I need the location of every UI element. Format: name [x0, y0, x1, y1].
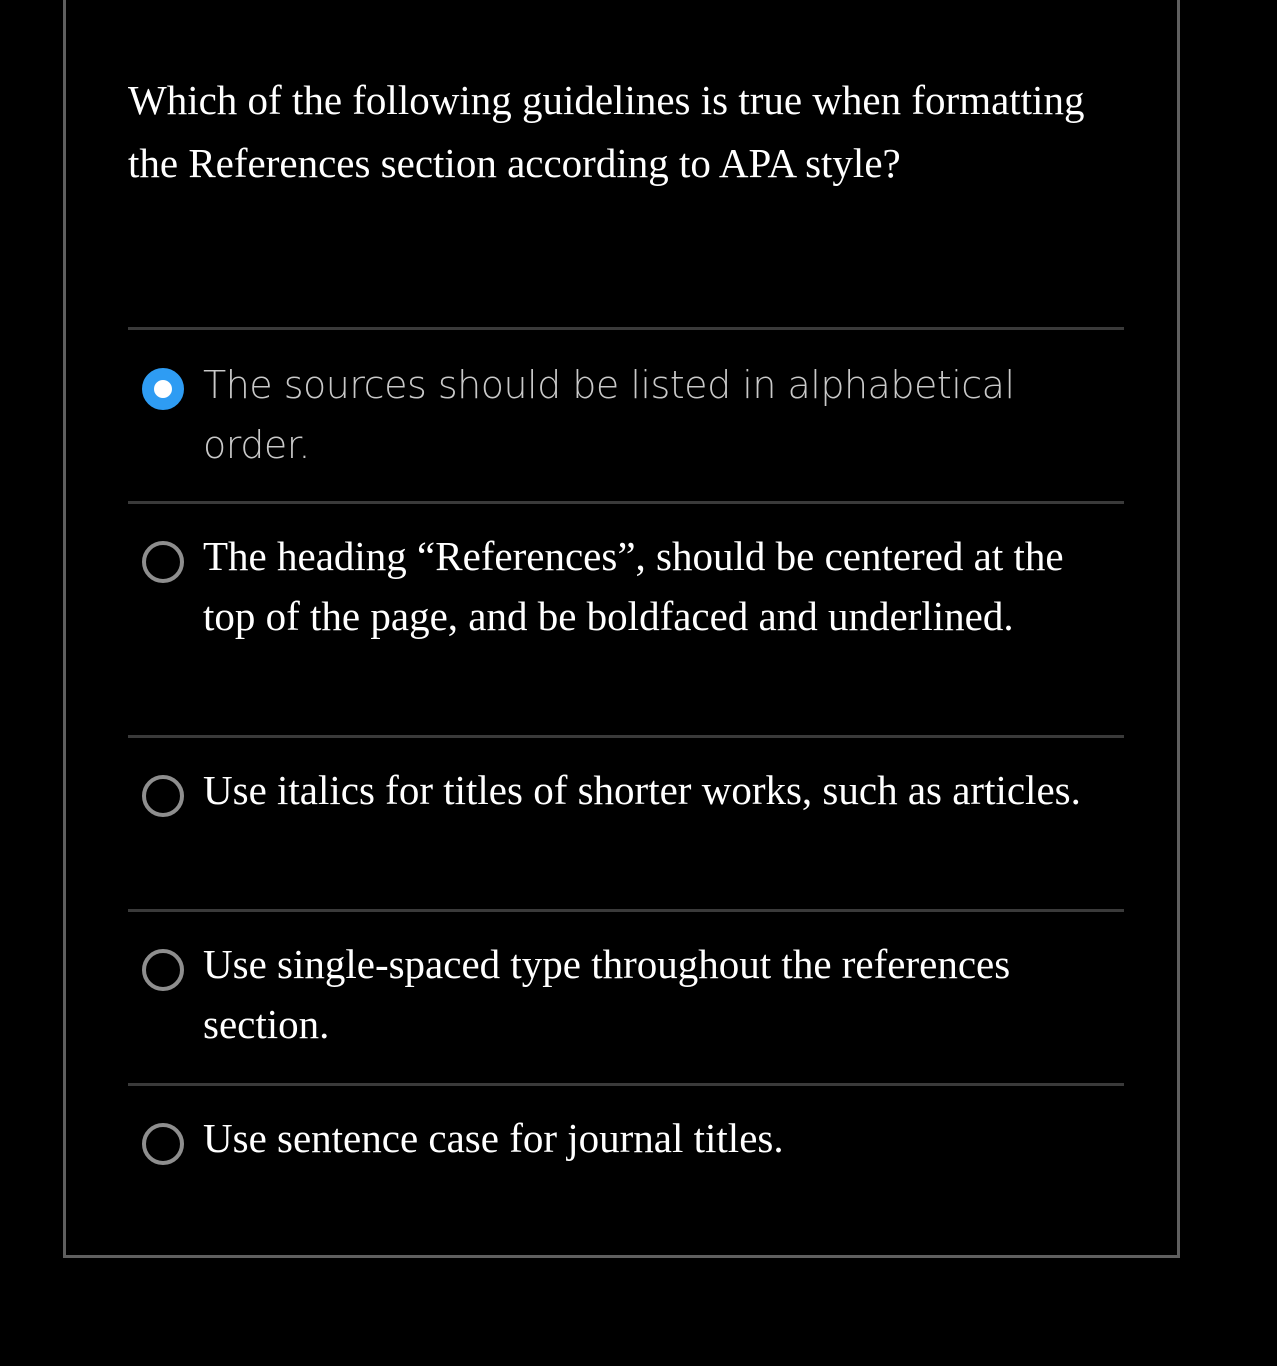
option-2[interactable] — [128, 501, 1124, 735]
option-2-label: The heading “References”, should be centered at the top of the page, and be boldfaced and underlined. — [203, 533, 1064, 639]
option-4-label: Use single-spaced type throughout the references section. — [203, 941, 1011, 1047]
question-card — [63, 0, 1180, 1258]
option-3[interactable] — [128, 735, 1124, 909]
option-4[interactable] — [128, 909, 1124, 1083]
radio-unselected-icon[interactable] — [142, 541, 184, 583]
radio-selected-icon[interactable] — [142, 368, 184, 410]
radio-unselected-icon[interactable] — [142, 949, 184, 991]
option-1[interactable] — [128, 327, 1124, 501]
answer-options — [128, 327, 1124, 1233]
option-3-label: Use italics for titles of shorter works, such as articles. — [203, 767, 1081, 813]
option-5[interactable] — [128, 1083, 1124, 1233]
question-text: Which of the following guidelines is true when formatting the References section according to APA style? — [128, 77, 1085, 186]
option-1-label: The sources should be listed in alphabetical order. — [203, 363, 1015, 467]
radio-unselected-icon[interactable] — [142, 1123, 184, 1165]
radio-unselected-icon[interactable] — [142, 775, 184, 817]
option-5-label: Use sentence case for journal titles. — [203, 1115, 784, 1161]
